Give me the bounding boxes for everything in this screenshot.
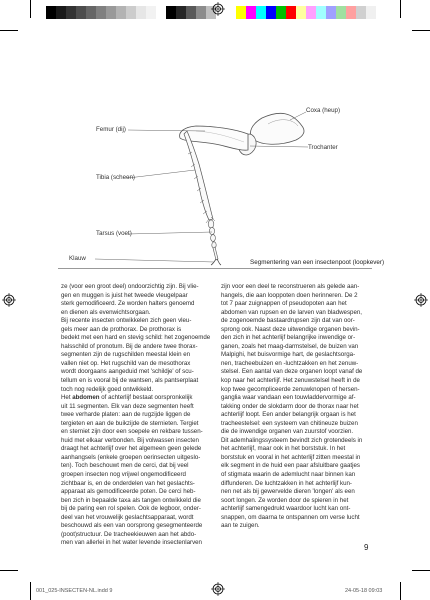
bold-term: abdomen [72,394,100,402]
text-line: zijn voor een deel te reconstrueren als gelede aan- [221,283,360,290]
text-line: tracheestelsel: een systeem van chitineuze buizen [221,419,358,427]
text-line: nen, tracheebuizen en -luchtzakken en het zenuw- [221,359,359,367]
text-line: ten). Toch beschouwt men de cerci, dat bij veel [61,462,189,470]
text-line: Bij recente insecten ontwikkelen zich geen vleu- [61,317,192,325]
tibia-segment [184,131,213,220]
text-line: achterlijf samengedrukt waardoor lucht kan ont- [221,505,351,513]
text-line: Malpighi, het buisvormige hart, de geslachtsorga- [221,351,356,359]
text-line: elk segment in de huid een paar afsluitbare gaatjes [221,462,360,470]
text-line: twee verharde platen: aan de rugzijde liggen de [61,411,191,419]
text-line: tellum en is vooral bij de wantsen, als pantserplaat [61,377,199,385]
text-line: halsschild of pronotum. Bij de andere twee thorax- [61,342,198,350]
text-line: kop twee gecompliceerde zenuwknopen of hersen- [221,385,360,393]
text-line: segmenten zijn de rugschilden meestal klein en [61,351,191,359]
text-line: die de inwendige organen van zuurstof voorzien. [221,428,354,436]
text-line: de zogenoemde bastaardrupsen zijn dat van oor- [221,317,355,325]
tarsus-leader [128,232,212,234]
text-line: kop naar het achterlijf. Het zenuwstelsel heeft in de [221,377,360,385]
text-line: ganglia waar vandaan een touwladdervormige af- [221,394,356,402]
registration-mark-right [414,293,428,307]
text-line: hangels, die aan looppoten doen herinneren. De 2 [221,291,358,299]
tibia-label: Tibia (scheen) [96,174,135,181]
text-line: diffunderen. De luchtzakken in het achterlijf kun- [221,479,352,487]
text-line: aanhangsels (enkele groepen oerinsecten uitgeslo- [61,453,201,461]
text-line: huid met elkaar verbonden. Bij volwassen insecten [61,436,199,444]
tibia-leader [128,170,195,178]
page-number: 9 [364,543,369,552]
text-line: stelsel. Een aantal van deze organen loopt vanaf de [221,368,363,376]
tarsus-label: Tarsus (voet) [96,230,132,237]
text-line: en sterniet zijn door een soepele en rekbare tussen- [61,428,203,436]
caption-separator [58,268,372,269]
text-line: zichtbaar is, en de onderdelen van het geslachts- [61,479,195,487]
text-line: snappen, om daarna te ontspannen om verse lucht [221,513,360,521]
text-line: sprong ook. Naast deze uitwendige organen bevin- [221,325,360,333]
figure-caption: Segmentering van een insectenpoot (loopkever) [250,259,385,266]
trochanter-label: Trochanter [308,144,338,151]
text-line: Het abdomen of achterlijf bestaat oorspronkelijk [61,394,193,402]
text-line: wordt doorgaans aangeduid met 'schildje' of scu- [61,368,194,376]
text-line: apparaat als gemodificeerde poten. De cerci heb- [61,488,196,496]
footer-timestamp: 24-05-18 09:03 [345,588,383,594]
text-line: borststuk en vooral in het achterlijf zitten meestal in [221,453,361,461]
footer-file-name: 001_025-INSECTEN-NL.indd 9 [36,588,113,594]
text-line: tergieten en aan de buikzijde de sternieten. Tergiet [61,419,199,427]
text-line: Dit ademhalingssysteem bevindt zich grotendeels in [221,436,363,444]
text-line: toch nog redelijk goed ontwikkeld. [61,385,154,393]
text-line: bij de paring een rol spelen. Ook de legboor, onder- [61,505,201,513]
text-line: bedekt met een hard en stevig schild: het zogenoemde [61,334,211,342]
text-line: tot 7 paar zuignappen of pseudopoten aan het [221,300,347,308]
text-line: of stigmata waarin de ademlucht naar binnen kan [221,471,356,479]
text-line: sterk gemodificeerd. Ze worden halters genoemd [61,300,195,308]
text-line: en dienen als evenwichtsorgaan. [61,308,151,316]
text-line: soort longen. Ze worden door de spieren in het [221,496,349,504]
coxa-leader [290,112,306,120]
tarsus-segment [208,220,218,260]
text-line: deel van het vrouwelijk geslachtsapparaat, wordt [61,513,194,521]
text-line: takking onder de slokdarm door de thorax naar het [221,402,359,410]
text-line: beschouwd als een van oorsprong gesegmenteerde [61,522,203,530]
text-line: aan te zuigen. [221,522,260,530]
klauw-label: Klauw [69,255,86,262]
text-line: vallen niet op. Het rugschild van de mesothorax [61,359,191,367]
coxa-label: Coxa (heup) [306,107,341,114]
text-line: uit 11 segmenten. Elk van deze segmenten heeft [61,402,194,410]
text-line: ben zich in bepaalde taxa als tangen ontwikkeld die [61,496,201,504]
text-line: (poot)structuur. De tracheekieuwen aan het abdo- [61,530,197,538]
registration-mark-bottom [211,582,225,596]
text-line: ganen, zoals het maag-darmstelsel, de buizen van [221,342,359,350]
registration-mark-left [2,293,16,307]
text-line: draagt het achterlijf over het algemeen geen gelede [61,445,202,453]
text-line: men van allerlei in het water levende insectenlarven [61,539,202,547]
text-line: gen en muggen is juist het tweede vleugelpaar [61,291,188,299]
text-line: achterlijf loopt. Een ander belangrijk orgaan is het [221,411,356,419]
body-text-right-column [221,283,373,531]
coxa-segment [250,113,304,144]
text-line: ze (voor een groot deel) ondoorzichtig zijn. Bij vlie- [61,283,199,290]
body-text-left-column [61,283,213,548]
text-line: abdomen van rupsen en de larven van bladwespen, [221,308,362,316]
klauw-leader [95,259,214,262]
insect-leg-illustration [0,0,430,290]
text-line: groepen insecten nog vrijwel ongemodificeerd [61,471,186,479]
femur-label: Femur (dij) [96,126,126,133]
trochanter-leader [250,146,308,147]
text-line: den zich in het achterlijf belangrijke inwendige or- [221,334,356,342]
text-line: nen net als bij gewervelde dieren 'longen' als een [221,488,355,496]
text-line: gels meer aan de prothorax. De prothorax is [61,325,182,333]
text-line: het achterlijf, maar ook in het borststuk. In het [221,445,346,453]
